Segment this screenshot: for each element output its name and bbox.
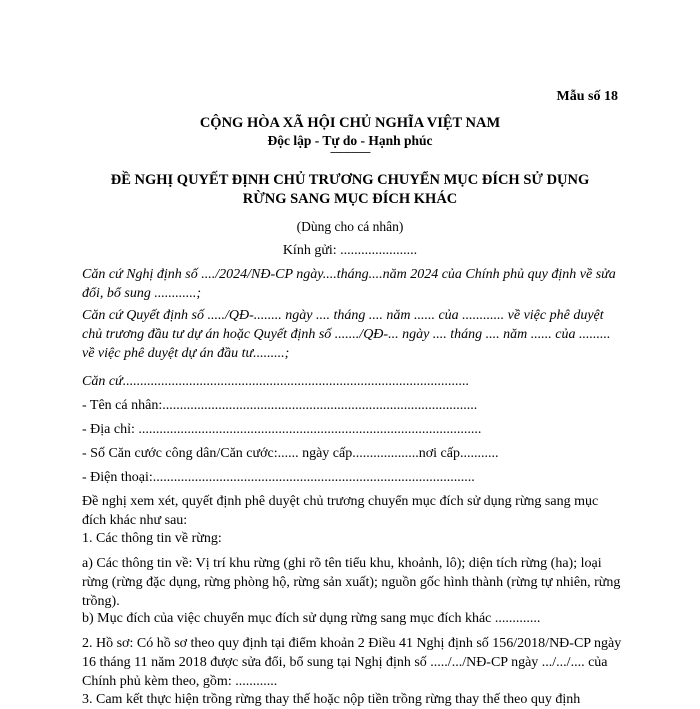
document-title-line-1: ĐỀ NGHỊ QUYẾT ĐỊNH CHỦ TRƯƠNG CHUYỂN MỤC ĐÍCH SỬ DỤNG — [110, 172, 590, 188]
section-2-text: 2. Hồ sơ: Có hồ sơ theo quy định tại điểm khoản 2 Điều 41 Nghị định số 156/2018/NĐ-CP ngày 16 tháng 11 năm 2018 được sửa đổi, bổ sung tại Nghị định số ...../.../NĐ-CP ngày .../.../.... của Chính phủ kèm theo, gồm: ............ — [82, 636, 622, 689]
header-rule: --------------- — [330, 146, 370, 158]
section-1-heading: 1. Các thông tin về rừng: — [82, 531, 222, 546]
national-motto: Độc lập - Tự do - Hạnh phúc — [267, 133, 433, 148]
form-number: Mẫu số 18 — [556, 89, 618, 104]
document-title-line-2: RỪNG SANG MỤC ĐÍCH KHÁC — [242, 191, 458, 207]
applicant-id-field: - Số Căn cước công dân/Căn cước:...... ngày cấp...................nơi cấp........... — [82, 446, 499, 461]
national-title: CỘNG HÒA XÃ HỘI CHỦ NGHĨA VIỆT NAM — [199, 115, 501, 131]
section-1b-text: b) Mục đích của việc chuyển mục đích sử dụng rừng sang mục đích khác ............. — [82, 611, 541, 626]
document-title — [0, 171, 700, 209]
section-1a-text: a) Các thông tin về: Vị trí khu rừng (ghi rõ tên tiểu khu, khoảnh, lô); diện tích rừng (ha); loại rừng (rừng đặc dụng, rừng phòng hộ, rừng sản xuất); nguồn gốc hình thành (rừng tự nhiên, rừng trồng). — [82, 556, 621, 609]
legal-basis-1: Căn cứ Nghị định số ..../2024/NĐ-CP ngày....tháng....năm 2024 của Chính phủ quy định về sửa đổi, bổ sung ............; — [82, 267, 616, 301]
applicant-address-field: - Địa chỉ: .................................................................................................. — [82, 422, 482, 437]
applicant-phone-field: - Điện thoại:............................................................................................ — [82, 470, 475, 485]
legal-basis-2: Căn cứ Quyết định số ...../QĐ-........ ngày .... tháng .... năm ...... của ............ về việc phê duyệt chủ trương đầu tư dự án hoặc Quyết định số ......./QĐ-... ngày .... tháng .... năm ...... của ......... về việc phê duyệt dự án đầu tư.........; — [82, 308, 611, 361]
document-subtitle: (Dùng cho cá nhân) — [296, 219, 404, 234]
legal-basis-3: Căn cứ................................................................................................... — [82, 374, 470, 389]
applicant-name-field: - Tên cá nhân:.......................................................................................... — [82, 398, 478, 413]
request-paragraph: Đề nghị xem xét, quyết định phê duyệt chủ trương chuyển mục đích sử dụng rừng sang mục đích khác như sau: — [82, 494, 599, 528]
addressee: Kính gửi: ...................... — [282, 243, 418, 258]
section-3-text: 3. Cam kết thực hiện trồng rừng thay thế hoặc nộp tiền trồng rừng thay thế theo quy định — [82, 692, 581, 707]
